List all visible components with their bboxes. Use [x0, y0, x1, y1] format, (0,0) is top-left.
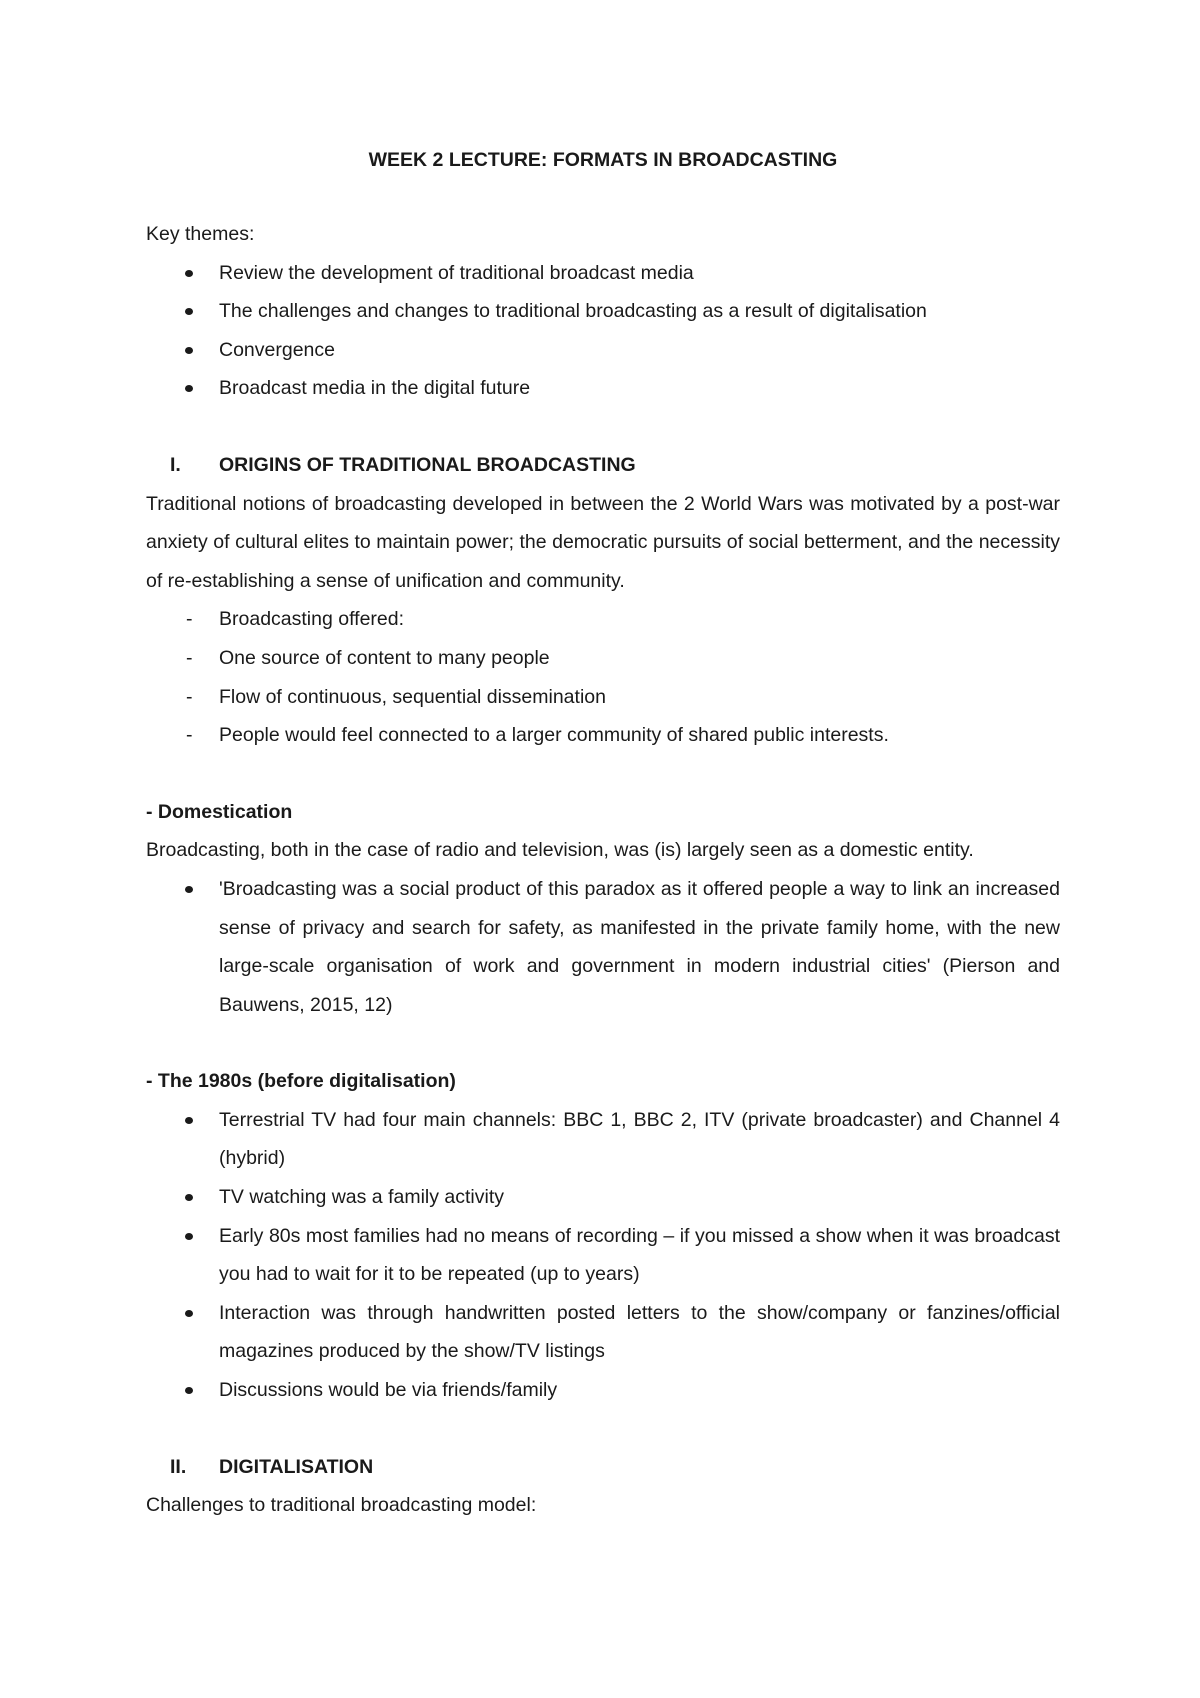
section-heading-text: ORIGINS OF TRADITIONAL BROADCASTING: [219, 453, 636, 476]
key-themes-label: Key themes:: [146, 223, 255, 245]
origins-dash-list: [146, 600, 1060, 754]
list-item: - People would feel connected to a larger community of shared public interests.: [146, 716, 1060, 755]
spacer: [146, 1410, 1060, 1448]
list-item: Broadcast media in the digital future: [146, 369, 1060, 408]
document-page: [146, 143, 1060, 1525]
list-item: Early 80s most families had no means of recording – if you missed a show when it was broadcast you had to wait for it to be repeated (up to years): [146, 1217, 1060, 1294]
spacer: [146, 1024, 1060, 1062]
domestication-heading: - Domestication: [146, 800, 293, 823]
domestication-paragraph: Broadcasting, both in the case of radio and television, was (is) largely seen as a domestic entity.: [146, 839, 974, 862]
key-themes-list: [146, 254, 1060, 408]
list-item: 'Broadcasting was a social product of this paradox as it offered people a way to link an increased sense of privacy and search for safety, as manifested in the private family home, with the new large-scale organisation of work and government in modern industrial cities' (Pierson and Bauwens, 2015, 12): [146, 870, 1060, 1024]
document-title: WEEK 2 LECTURE: FORMATS IN BROADCASTING: [368, 149, 838, 171]
list-item: The challenges and changes to traditional broadcasting as a result of digitalisation: [146, 292, 1060, 331]
list-item: Terrestrial TV had four main channels: BBC 1, BBC 2, ITV (private broadcaster) and Channel 4 (hybrid): [146, 1101, 1060, 1178]
section-number: I.: [170, 453, 181, 476]
origins-paragraph: Traditional notions of broadcasting developed in between the 2 World Wars was motivated by a post-war anxiety of cultural elites to maintain power; the democratic pursuits of social betterment, and the necessity of re-establishing a sense of unification and community.: [146, 492, 1060, 592]
eighties-heading: - The 1980s (before digitalisation): [146, 1070, 456, 1093]
list-item: Interaction was through handwritten posted letters to the show/company or fanzines/official magazines produced by the show/TV listings: [146, 1294, 1060, 1371]
section-heading-digitalisation: [146, 1448, 1060, 1487]
list-item: - One source of content to many people: [146, 639, 1060, 678]
list-item: Convergence: [146, 331, 1060, 370]
list-item: - Broadcasting offered:: [146, 600, 1060, 639]
section-heading-text: DIGITALISATION: [219, 1455, 374, 1478]
digitalisation-paragraph: Challenges to traditional broadcasting model:: [146, 1494, 537, 1517]
eighties-list: [146, 1101, 1060, 1410]
section-heading-origins: [146, 446, 1060, 485]
domestication-list: [146, 870, 1060, 1024]
spacer: [146, 755, 1060, 793]
section-number: II.: [170, 1455, 187, 1478]
list-item: Discussions would be via friends/family: [146, 1371, 1060, 1410]
list-item: TV watching was a family activity: [146, 1178, 1060, 1217]
spacer: [146, 408, 1060, 446]
list-item: - Flow of continuous, sequential dissemination: [146, 678, 1060, 717]
list-item: Review the development of traditional broadcast media: [146, 254, 1060, 293]
